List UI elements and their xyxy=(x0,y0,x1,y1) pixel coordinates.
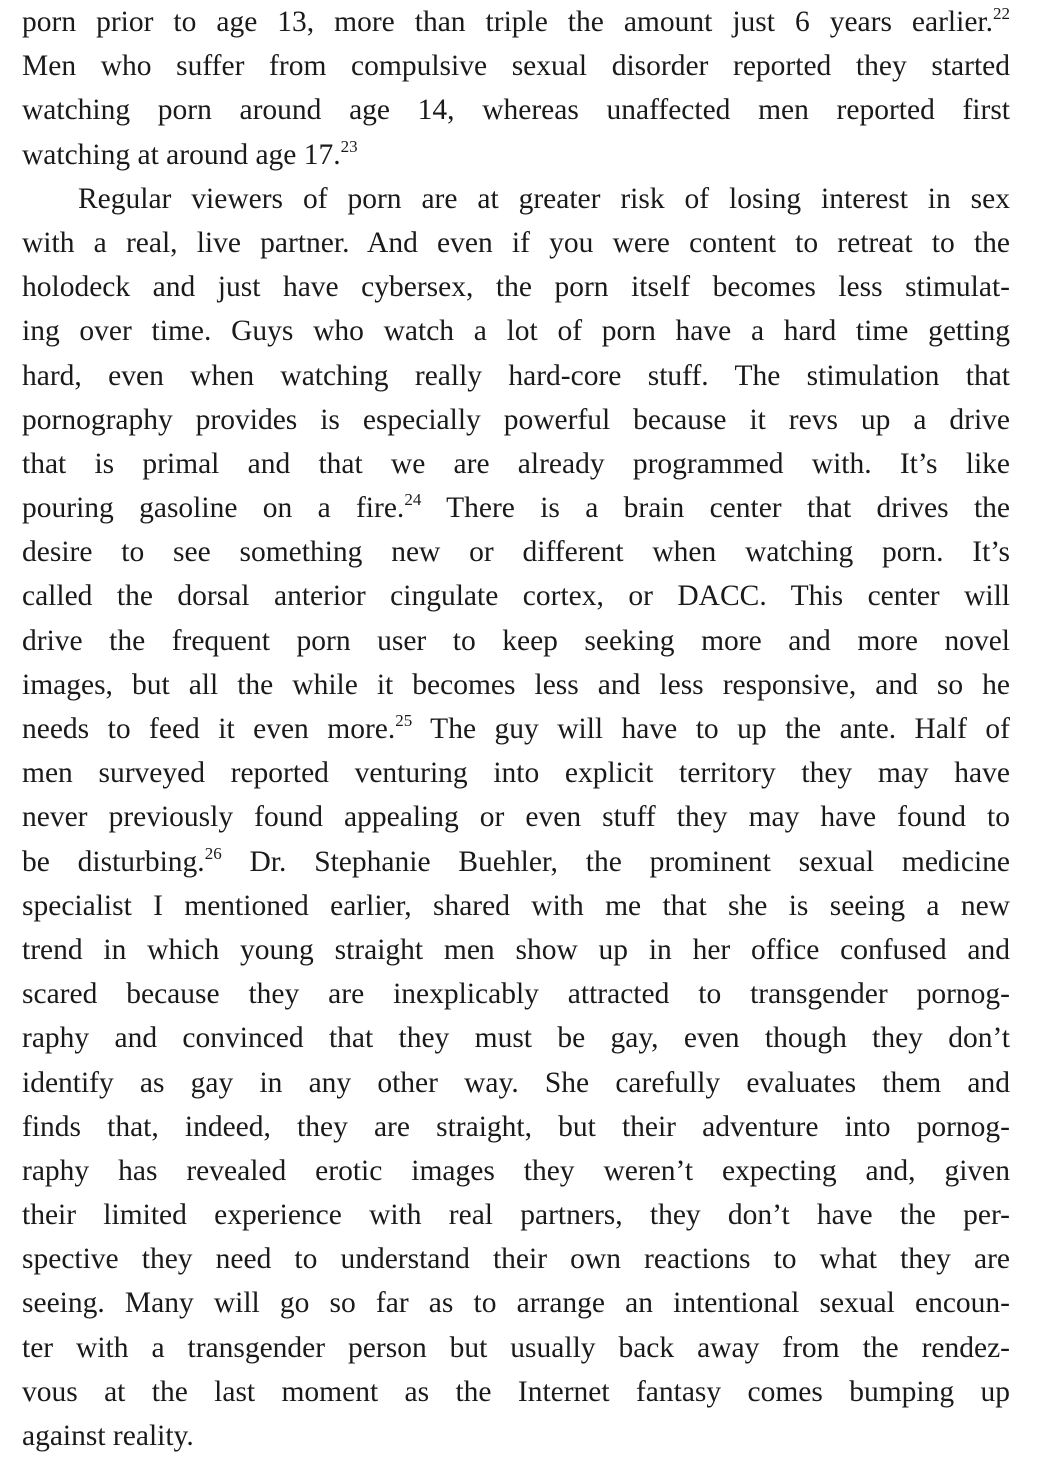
text-segment: drive the frequent porn user to keep seeking more and more novel xyxy=(22,624,1010,657)
text-line xyxy=(22,1105,1010,1149)
text-line xyxy=(22,1016,1010,1060)
text-line xyxy=(22,574,1010,618)
text-line xyxy=(22,354,1010,398)
text-line xyxy=(22,44,1010,88)
footnote-reference[interactable]: 25 xyxy=(395,711,413,730)
text-line xyxy=(22,1061,1010,1105)
text-segment: never previously found appealing or even stuff they may have found to xyxy=(22,801,1010,834)
text-line xyxy=(22,1326,1010,1370)
text-line xyxy=(22,1149,1010,1193)
text-segment: desire to see something new or different when watching porn. It’s xyxy=(22,536,1010,569)
text-line xyxy=(22,221,1010,265)
text-line xyxy=(22,398,1010,442)
text-segment: Dr. Stephanie Buehler, the prominent sexual medicine xyxy=(221,845,1010,878)
text-line xyxy=(22,1193,1010,1237)
text-line xyxy=(22,1281,1010,1325)
text-segment: men surveyed reported venturing into explicit territory they may have xyxy=(22,757,1010,790)
text-line xyxy=(22,1237,1010,1281)
text-segment: The guy will have to up the ante. Half of xyxy=(412,713,1010,745)
text-line xyxy=(22,265,1010,309)
text-segment: watching at around age 17. xyxy=(22,138,341,171)
text-segment: needs to feed it even more. xyxy=(22,713,396,745)
text-segment: watching porn around age 14, whereas unaffected men reported first xyxy=(22,94,1010,127)
text-segment: vous at the last moment as the Internet fantasy comes bumping up xyxy=(22,1375,1010,1408)
text-segment: finds that, indeed, they are straight, but their adventure into pornog- xyxy=(22,1110,1010,1143)
text-segment: images, but all the while it becomes less and less responsive, and so he xyxy=(22,668,1010,701)
text-segment: Men who suffer from compulsive sexual disorder reported they started xyxy=(22,50,1010,83)
paragraph xyxy=(22,177,1010,1458)
text-segment: that is primal and that we are already programmed with. It’s like xyxy=(22,447,1010,480)
text-segment: pouring gasoline on a fire. xyxy=(22,492,405,525)
text-line xyxy=(22,619,1010,663)
text-line xyxy=(22,928,1010,972)
footnote-reference[interactable]: 26 xyxy=(204,843,222,863)
text-segment: seeing. Many will go so far as to arrange an intentional sexual encoun- xyxy=(22,1287,1010,1320)
text-line xyxy=(22,840,1010,884)
text-line xyxy=(22,530,1010,574)
text-line xyxy=(22,442,1010,486)
document-page xyxy=(22,0,1010,1458)
text-segment: with a real, live partner. And even if you were content to retreat to the xyxy=(22,226,1010,259)
text-line xyxy=(22,884,1010,928)
text-segment: trend in which young straight men show up in her office confused and xyxy=(22,933,1010,966)
paragraph xyxy=(22,0,1010,177)
footnote-reference[interactable]: 23 xyxy=(340,136,358,156)
text-segment: holodeck and just have cybersex, the porn itself becomes less stimulat- xyxy=(22,271,1010,304)
text-line xyxy=(22,663,1010,707)
text-line xyxy=(22,309,1010,353)
text-segment: be disturbing. xyxy=(22,845,205,878)
text-line xyxy=(22,1370,1010,1414)
text-line xyxy=(22,972,1010,1016)
text-segment: ing over time. Guys who watch a lot of porn have a hard time getting xyxy=(22,315,1010,348)
text-line xyxy=(22,0,1010,44)
text-line xyxy=(22,795,1010,839)
text-segment: raphy has revealed erotic images they weren’t expecting and, given xyxy=(22,1154,1010,1187)
text-segment: porn prior to age 13, more than triple the amount just 6 years earlier. xyxy=(22,6,993,38)
text-segment: pornography provides is especially powerful because it revs up a drive xyxy=(22,403,1010,436)
text-segment: identify as gay in any other way. She carefully evaluates them and xyxy=(22,1066,1010,1099)
text-line xyxy=(22,88,1010,132)
text-line xyxy=(22,1414,1010,1458)
text-segment: specialist I mentioned earlier, shared with me that she is seeing a new xyxy=(22,889,1010,922)
text-segment: spective they need to understand their own reactions to what they are xyxy=(22,1243,1010,1276)
text-line xyxy=(22,177,1010,221)
text-segment: against reality. xyxy=(22,1420,194,1452)
text-segment: called the dorsal anterior cingulate cortex, or DACC. This center will xyxy=(22,580,1010,613)
footnote-reference[interactable]: 24 xyxy=(404,490,422,510)
text-segment: There is a brain center that drives the xyxy=(421,492,1010,525)
text-line xyxy=(22,486,1010,530)
text-segment: hard, even when watching really hard-core stuff. The stimulation that xyxy=(22,359,1010,392)
text-segment: scared because they are inexplicably attracted to transgender pornog- xyxy=(22,978,1010,1011)
text-segment: their limited experience with real partners, they don’t have the per- xyxy=(22,1199,1010,1232)
text-segment: raphy and convinced that they must be gay, even though they don’t xyxy=(22,1022,1010,1055)
text-line xyxy=(22,707,1010,751)
text-line xyxy=(22,751,1010,795)
text-segment: ter with a transgender person but usually back away from the rendez- xyxy=(22,1331,1010,1364)
text-segment: Regular viewers of porn are at greater risk of losing interest in sex xyxy=(78,182,1010,215)
footnote-reference[interactable]: 22 xyxy=(993,4,1010,23)
text-line xyxy=(22,133,1010,177)
